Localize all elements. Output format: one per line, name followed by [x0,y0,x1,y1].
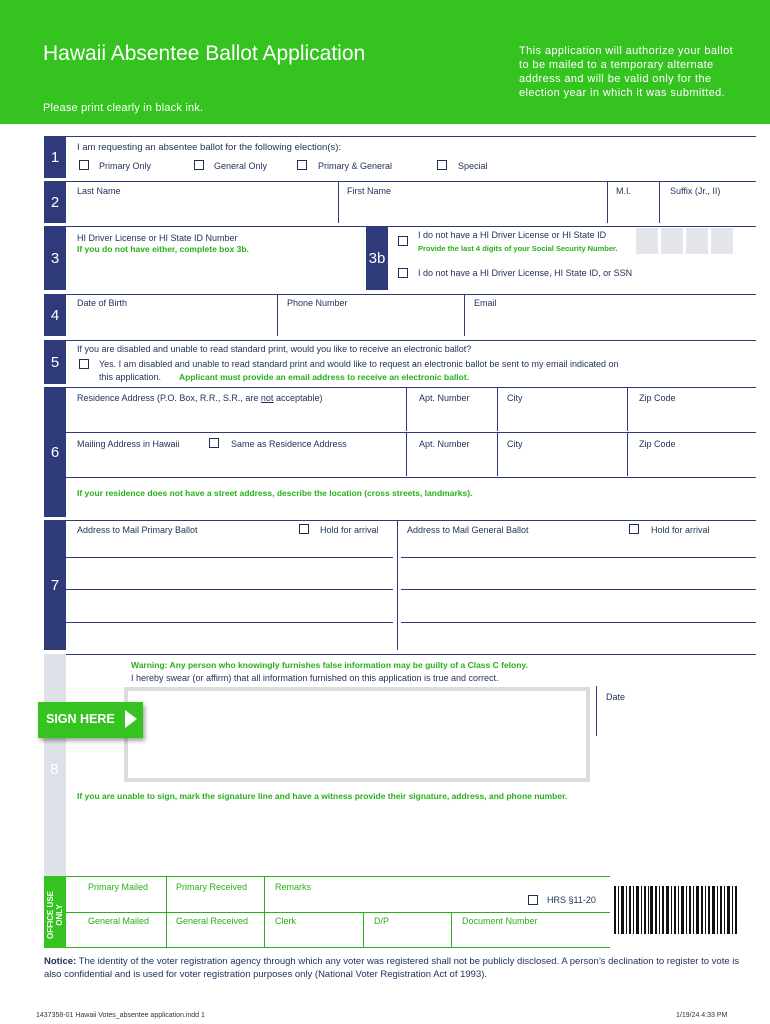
label-mailing-address: Mailing Address in Hawaii [77,439,180,449]
election-question: I am requesting an absentee ballot for the following election(s): [77,142,342,153]
divider [166,876,167,947]
label-city: City [507,439,523,449]
checkbox-no-id-no-ssn[interactable] [398,268,408,278]
label-no-hi-id: I do not have a HI Driver License or HI State ID [418,230,607,240]
arrow-right-icon [125,710,137,728]
checkbox-hrs[interactable] [528,895,538,905]
label-hi-id-number: HI Driver License or HI State ID Number [77,233,238,243]
label-general-ballot-address: Address to Mail General Ballot [407,525,529,535]
label-phone: Phone Number [287,298,348,308]
label-primary-hold: Hold for arrival [320,525,379,535]
label-hrs: HRS §11-20 [547,895,596,905]
electronic-ballot-note: Applicant must provide an email address to receive an electronic ballot. [179,372,470,382]
divider [66,947,610,948]
label-document-number: Document Number [462,916,538,926]
label-zip-code: Zip Code [639,439,676,449]
label-primary-mailed: Primary Mailed [88,882,149,892]
electronic-ballot-yes-line1: Yes. I am disabled and unable to read standard print and would like to request an electronic ballot be sent to my email indicated on [99,359,619,369]
checkbox-no-hi-id[interactable] [398,236,408,246]
checkbox-primary-only[interactable] [79,160,89,170]
divider [464,294,465,336]
divider [497,387,498,431]
label-city: City [507,393,523,403]
section-number-4: 4 [44,294,66,336]
divider [388,226,756,227]
ssn-digit-box-1[interactable] [636,228,658,254]
general-address-line-3[interactable] [401,622,756,623]
unable-to-sign-note: If you are unable to sign, mark the signature line and have a witness provide their signature, address, and phone number. [77,791,568,801]
office-use-label: OFFICE USE ONLY [46,891,64,940]
general-address-line-1[interactable] [401,557,756,558]
label-no-id-no-ssn: I do not have a HI Driver License, HI State ID, or SSN [418,268,633,278]
label-residence-address: Residence Address (P.O. Box, R.R., S.R., are not acceptable) [77,393,323,403]
primary-address-line-2[interactable] [66,589,393,590]
checkbox-same-as-residence[interactable] [209,438,219,448]
divider [66,294,756,295]
label-same-as-residence: Same as Residence Address [231,439,347,449]
divider [627,432,628,476]
barcode [614,886,740,934]
divider [66,520,756,521]
label-email: Email [474,298,497,308]
divider [66,432,756,433]
divider [406,387,407,431]
label-general-mailed: General Mailed [88,916,150,926]
felony-warning: Warning: Any person who knowingly furnishes false information may be guilty of a Class C felony. [131,660,528,670]
sign-here-label: SIGN HERE [46,712,115,726]
electronic-ballot-question: If you are disabled and unable to read standard print, would you like to receive an electronic ballot? [77,344,472,354]
divider [66,340,756,341]
divider [66,226,366,227]
label-primary-general: Primary & General [318,161,393,171]
section-number-8: 8 [50,761,59,778]
divider [397,520,398,650]
label-general-received: General Received [176,916,249,926]
signature-box[interactable] [124,687,590,782]
checkbox-general-only[interactable] [194,160,204,170]
primary-address-line-1[interactable] [66,557,393,558]
label-date-of-birth: Date of Birth [77,298,128,308]
label-suffix: Suffix (Jr., II) [670,186,721,196]
form-subtitle: Please print clearly in black ink. [43,102,204,114]
checkbox-primary-hold[interactable] [299,524,309,534]
checkbox-electronic-ballot[interactable] [79,359,89,369]
checkbox-special[interactable] [437,160,447,170]
divider [66,912,610,913]
label-primary-only: Primary Only [99,161,152,171]
form-title: Hawaii Absentee Ballot Application [43,42,366,65]
divider [277,294,278,336]
label-primary-received: Primary Received [176,882,248,892]
label-dp: D/P [374,916,390,926]
ssn-note: Provide the last 4 digits of your Social Security Number. [418,244,618,253]
divider [66,876,610,877]
header-note: This application will authorize your ballot to be mailed to a temporary alternate address and will be valid only for the election year in which it was submitted. [519,45,734,99]
footer-file-info: 1437358-01 Hawaii Votes_absentee application.indd 1 [36,1012,205,1019]
divider [66,181,756,182]
divider [66,136,756,137]
label-date: Date [606,692,626,702]
divider [66,387,756,388]
general-address-line-2[interactable] [401,589,756,590]
notice-paragraph: Notice: The identity of the voter registration agency through which any voter was registered shall not be publicly disclosed. A person’s declination to register to vote is also confidential and is used for voter registration purposes only (National Voter Registration Act of 1993). [44,956,740,980]
ssn-digit-box-2[interactable] [661,228,683,254]
electronic-ballot-yes-line2: this application. [99,372,162,382]
divider [363,912,364,947]
label-general-only: General Only [214,161,268,171]
section-number-2: 2 [44,181,66,223]
label-special: Special [458,161,488,171]
divider [497,432,498,476]
section-number-5: 5 [44,340,66,384]
footer-timestamp: 1/19/24 4:33 PM [676,1012,728,1019]
label-last-name: Last Name [77,186,121,196]
label-middle-initial: M.I. [616,186,631,196]
section-number-3b: 3b [366,226,388,290]
label-first-name: First Name [347,186,392,196]
label-general-hold: Hold for arrival [651,525,710,535]
label-apt-number: Apt. Number [419,439,470,449]
divider [66,477,756,478]
swear-statement: I hereby swear (or affirm) that all information furnished on this application is true and correct. [131,673,499,683]
divider [264,876,265,947]
divider [596,686,597,736]
divider [66,654,756,655]
divider [406,432,407,476]
ssn-digit-box-4[interactable] [711,228,733,254]
section-number-7: 7 [44,520,66,650]
divider [659,181,660,223]
divider [451,912,452,947]
checkbox-primary-general[interactable] [297,160,307,170]
label-apt-number: Apt. Number [419,393,470,403]
divider [338,181,339,223]
section-number-6: 6 [44,387,66,517]
checkbox-general-hold[interactable] [629,524,639,534]
divider [627,387,628,431]
label-clerk: Clerk [275,916,297,926]
section-number-1: 1 [44,136,66,178]
residence-location-note: If your residence does not have a street address, describe the location (cross streets, landmarks). [77,488,473,498]
label-primary-ballot-address: Address to Mail Primary Ballot [77,525,198,535]
label-zip-code: Zip Code [639,393,676,403]
primary-address-line-3[interactable] [66,622,393,623]
ssn-digit-box-3[interactable] [686,228,708,254]
divider [607,181,608,223]
section-number-3: 3 [44,226,66,290]
id-note: If you do not have either, complete box 3b. [77,244,249,254]
label-remarks: Remarks [275,882,312,892]
